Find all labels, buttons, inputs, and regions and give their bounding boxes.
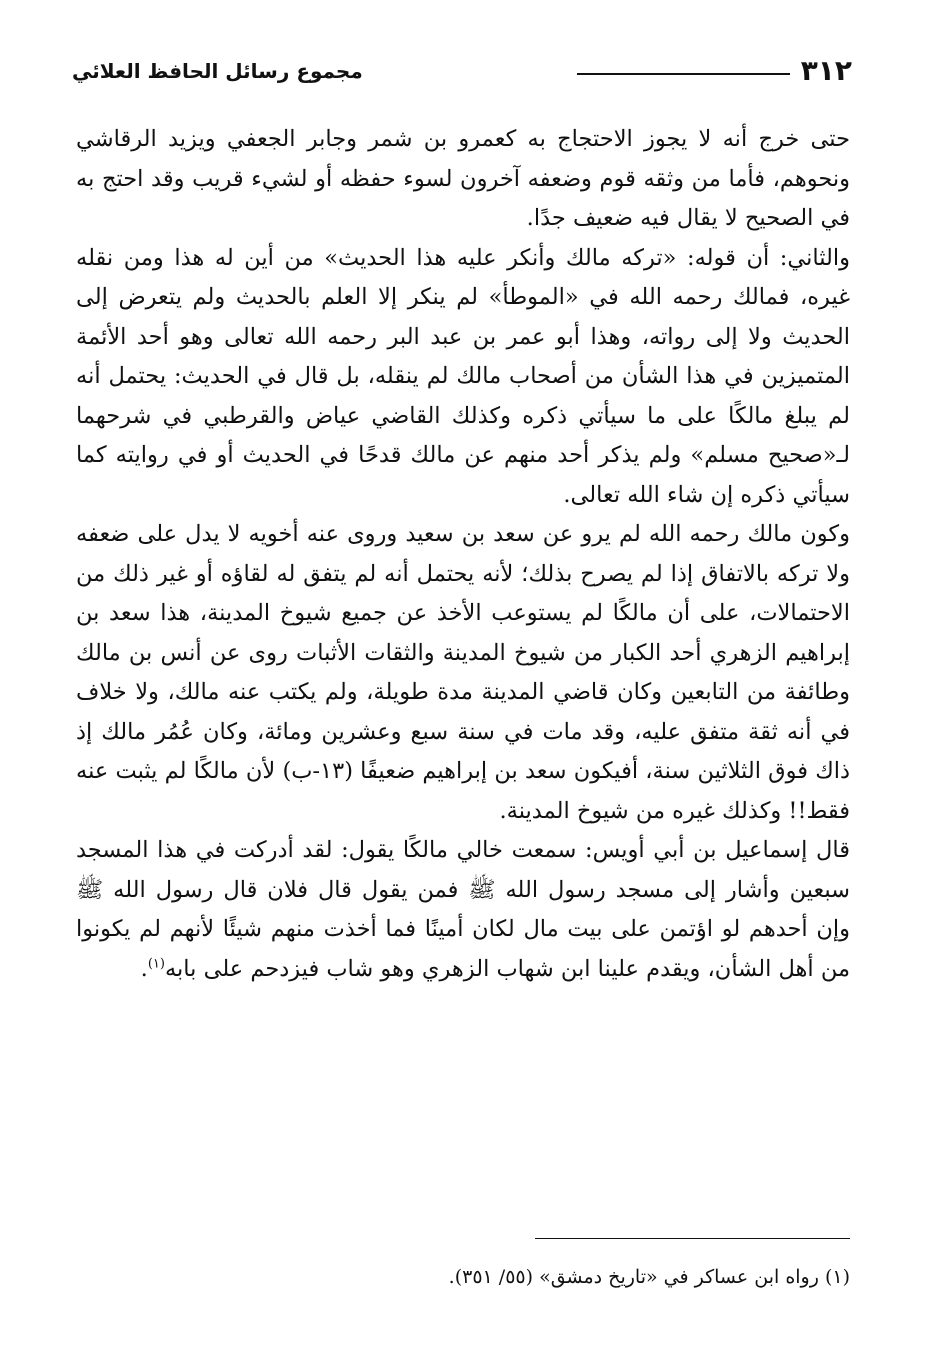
paragraph-4-end: . xyxy=(140,955,148,982)
header-rule xyxy=(577,73,790,75)
running-title: مجموع رسائل الحافظ العلائي xyxy=(72,59,363,83)
paragraph-4 xyxy=(76,831,850,989)
paragraph-3: وكون مالك رحمه الله لم يرو عن سعد بن سعيد وروى عنه أخويه لا يدل على ضعفه ولا تركه بالاتفاق إذا لم يصرح بذلك؛ لأنه يحتمل أنه لم يتفق له لقاؤه أو غير ذلك من الاحتمالات، على أن مالكًا لم يستوعب الأخذ عن جميع شيوخ المدينة، هذا سعد بن إبراهيم الزهري أحد الكبار من شيوخ المدينة والثقات الأثبات روى عن أنس بن مالك وطائفة من التابعين وكان قاضي المدينة مدة طويلة، ولم يكتب عنه مالك، ولا خلاف في أنه ثقة متفق عليه، وقد مات في سنة سبع وعشرين ومائة، وكان عُمُر مالك إذ ذاك فوق الثلاثين سنة، أفيكون سعد بن إبراهيم ضعيفًا (١٣-ب) لأن مالكًا لم يثبت عنه فقط!! وكذلك غيره من شيوخ المدينة. xyxy=(76,521,851,824)
footnote-rule xyxy=(535,1238,850,1239)
paragraph-4-text: قال إسماعيل بن أبي أويس: سمعت خالي مالكًا يقول: لقد أدركت في هذا المسجد سبعين وأشار إلى مسجد رسول الله ﷺ فمن يقول قال فلان قال رسول الله ﷺ وإن أحدهم لو اؤتمن على بيت مال لكان أمينًا فما أخذت منهم شيئًا لأنهم لم يكونوا من أهل الشأن، ويقدم علينا ابن شهاب الزهري وهو شاب فيزدحم على بابه xyxy=(76,837,850,982)
footnote-marker: (١) xyxy=(147,956,165,971)
main-text xyxy=(76,120,850,989)
paragraph-2: والثاني: أن قوله: «تركه مالك وأنكر عليه هذا الحديث» من أين له هذا ومن نقله غيره، فمالك رحمه الله في «الموطأ» لم ينكر إلا العلم بالحديث ولم يتعرض إلى الحديث ولا إلى رواته، وهذا أبو عمر بن عبد البر رحمه الله تعالى وهو أحد الأئمة المتميزين في هذا الشأن من أصحاب مالك لم ينقله، بل قال في الحديث: يحتمل أنه لم يبلغ مالكًا على ما سيأتي ذكره وكذلك القاضي عياض والقرطبي في شرحهما لـ«صحيح مسلم» ولم يذكر أحد منهم عن مالك قدحًا في الحديث أو في روايته كما سيأتي ذكره إن شاء الله تعالى. xyxy=(76,244,850,508)
paragraph-1: حتى خرج أنه لا يجوز الاحتجاج به كعمرو بن شمر وجابر الجعفي ويزيد الرقاشي ونحوهم، فأما من وثقه قوم وضعفه آخرون لسوء حفظه أو لشيء قريب وقد احتج به في الصحيح لا يقال فيه ضعيف جدًا. xyxy=(76,126,850,231)
footnote: (١) رواه ابن عساكر في «تاريخ دمشق» (٥٥/ ٣٥١). xyxy=(448,1266,850,1288)
page-number: ٣١٢ xyxy=(800,54,852,87)
page-header xyxy=(72,52,852,92)
